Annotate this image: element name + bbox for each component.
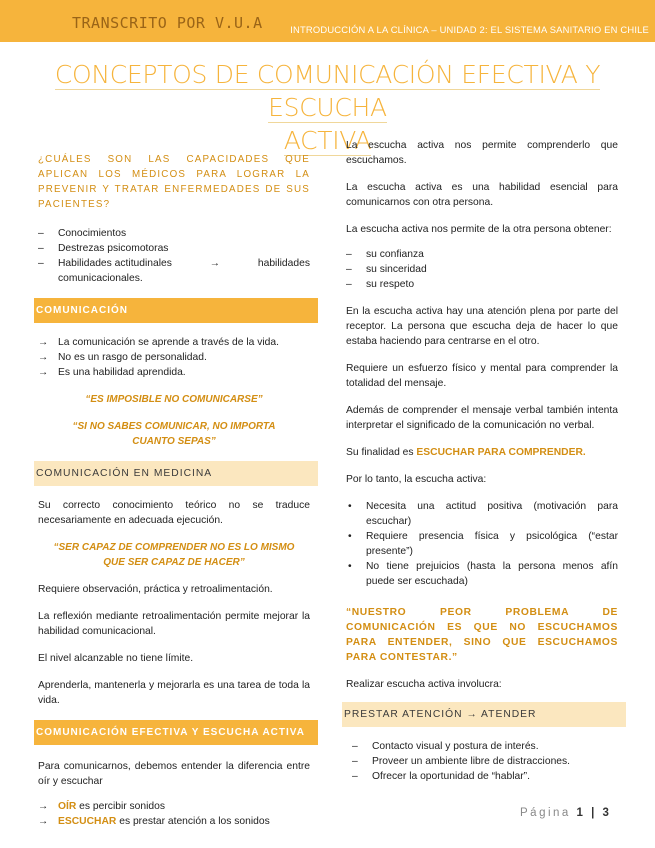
paragraph: Aprenderla, mantenerla y mejorarla es una tarea de toda la vida. — [38, 680, 310, 706]
cap3-c: comunicacionales. — [58, 273, 143, 284]
finalidad-text: Su finalidad es — [346, 447, 417, 458]
quote-4: “NUESTRO PEOR PROBLEMA DE COMUNICACIÓN ES QUE NO ESCUCHAMOS PARA ENTENDER, SINO QUE ESCUCHAMOS PARA CONTESTAR.” — [346, 607, 618, 663]
question: ¿CUÁLES SON LAS CAPACIDADES QUE APLICAN LOS MÉDICOS PARA LOGRAR LA PREVENIR Y TRATAR ENFERMEDADES DE SUS PACIENTES? — [38, 154, 310, 210]
page-number — [520, 807, 611, 819]
paragraph: La escucha activa nos permite comprenderlo que escuchamos. — [346, 140, 618, 166]
paragraph: Por lo tanto, la escucha activa: — [346, 474, 487, 485]
page-separator: | — [591, 807, 597, 819]
paragraph: La escucha activa nos permite de la otra persona obtener: — [346, 224, 612, 235]
list-item: • Requiere presencia física y psicológica (“estar presente”) — [346, 529, 618, 559]
quote-1: “ES IMPOSIBLE NO COMUNICARSE” — [85, 394, 263, 405]
paragraph: En la escucha activa hay una atención plena por parte del receptor. La persona que escucha deja de hacer lo que estaba haciendo para centrarse en el otro. — [346, 306, 618, 347]
paragraph: Además de comprender el mensaje verbal también intenta interpretar el significado de la comunicación no verbal. — [346, 405, 618, 431]
list-item — [38, 256, 310, 286]
list-item: – Contacto visual y postura de interés. — [352, 739, 618, 754]
section-comunicacion: COMUNICACIÓN — [34, 298, 318, 323]
quote-2: “SI NO SABES COMUNICAR, NO IMPORTA CUANTO SEPAS” — [72, 421, 276, 447]
paragraph: Realizar escucha activa involucra: — [346, 679, 502, 690]
atender-list — [346, 739, 618, 784]
list-item: – Conocimientos — [38, 226, 310, 241]
capacities-list — [38, 226, 310, 286]
list-item: – Destrezas psicomotoras — [38, 241, 310, 256]
section-prestar-atencion: PRESTAR ATENCIÓN → ATENDER — [342, 702, 626, 727]
obtener-list — [346, 247, 618, 292]
title-line-1: CONCEPTOS DE COMUNICACIÓN EFECTIVA Y ESCUCHA — [54, 60, 601, 122]
paragraph: El nivel alcanzable no tiene límite. — [38, 653, 194, 664]
brand-text: TRANSCRITO POR V.U.A — [72, 14, 263, 32]
escuchar-text: es prestar atención a los sonidos — [116, 816, 270, 827]
list-item: – su sinceridad — [346, 262, 618, 277]
header-title: INTRODUCCIÓN A LA CLÍNICA – UNIDAD 2: EL SISTEMA SANITARIO EN CHILE — [290, 24, 649, 35]
list-item: • No tiene prejuicios (hasta la persona menos afín puede ser escuchada) — [346, 559, 618, 589]
list-item: – Proveer un ambiente libre de distracciones. — [352, 754, 618, 769]
oir-text: es percibir sonidos — [76, 801, 166, 812]
escuchar-word: ESCUCHAR — [58, 816, 117, 827]
right-column — [346, 138, 618, 784]
paragraph: Requiere observación, práctica y retroalimentación. — [38, 584, 273, 595]
paragraph: La reflexión mediante retroalimentación permite mejorar la habilidad comunicacional. — [38, 611, 310, 637]
page-label: Página — [520, 807, 571, 819]
paragraph: La escucha activa es una habilidad esencial para comunicarnos con otra persona. — [346, 182, 618, 208]
oir-word: OÍR — [58, 801, 77, 812]
paragraph: Para comunicarnos, debemos entender la diferencia entre oír y escuchar — [38, 761, 310, 787]
cap3-b: habilidades — [257, 258, 310, 269]
list-item: • Necesita una actitud positiva (motivación para escuchar) — [346, 499, 618, 529]
paragraph: Requiere un esfuerzo físico y mental para comprender la totalidad del mensaje. — [346, 363, 618, 389]
title-line-2: ACTIVA — [283, 126, 372, 155]
paragraph — [346, 445, 618, 460]
comunicacion-list — [38, 335, 310, 380]
header-bar — [0, 0, 655, 42]
list-item — [38, 799, 310, 814]
page-total: 3 — [602, 807, 612, 819]
list-item: – su respeto — [346, 277, 618, 292]
finalidad-highlight: ESCUCHAR PARA COMPRENDER. — [416, 447, 586, 458]
list-item: → No es un rasgo de personalidad. — [38, 350, 310, 365]
escucha-activa-list — [346, 499, 618, 589]
paragraph: Su correcto conocimiento teórico no se traduce necesariamente en adecuada ejecución. — [38, 500, 310, 526]
cap3-a: – Habilidades actitudinales — [58, 258, 172, 269]
list-item: – Ofrecer la oportunidad de “hablar”. — [352, 769, 618, 784]
list-item: → La comunicación se aprende a través de la vida. — [38, 335, 310, 350]
list-item — [38, 814, 310, 829]
page-current: 1 — [576, 807, 586, 819]
arrow-icon: → — [209, 258, 221, 269]
oir-escuchar-list — [38, 799, 310, 829]
section-efectiva: COMUNICACIÓN EFECTIVA Y ESCUCHA ACTIVA — [34, 720, 318, 745]
quote-3: “SER CAPAZ DE COMPRENDER NO ES LO MISMO QUE SER CAPAZ DE HACER” — [53, 542, 295, 568]
left-column — [38, 152, 310, 829]
section-medicina: COMUNICACIÓN EN MEDICINA — [34, 461, 318, 486]
list-item: – su confianza — [346, 247, 618, 262]
list-item: → Es una habilidad aprendida. — [38, 365, 310, 380]
